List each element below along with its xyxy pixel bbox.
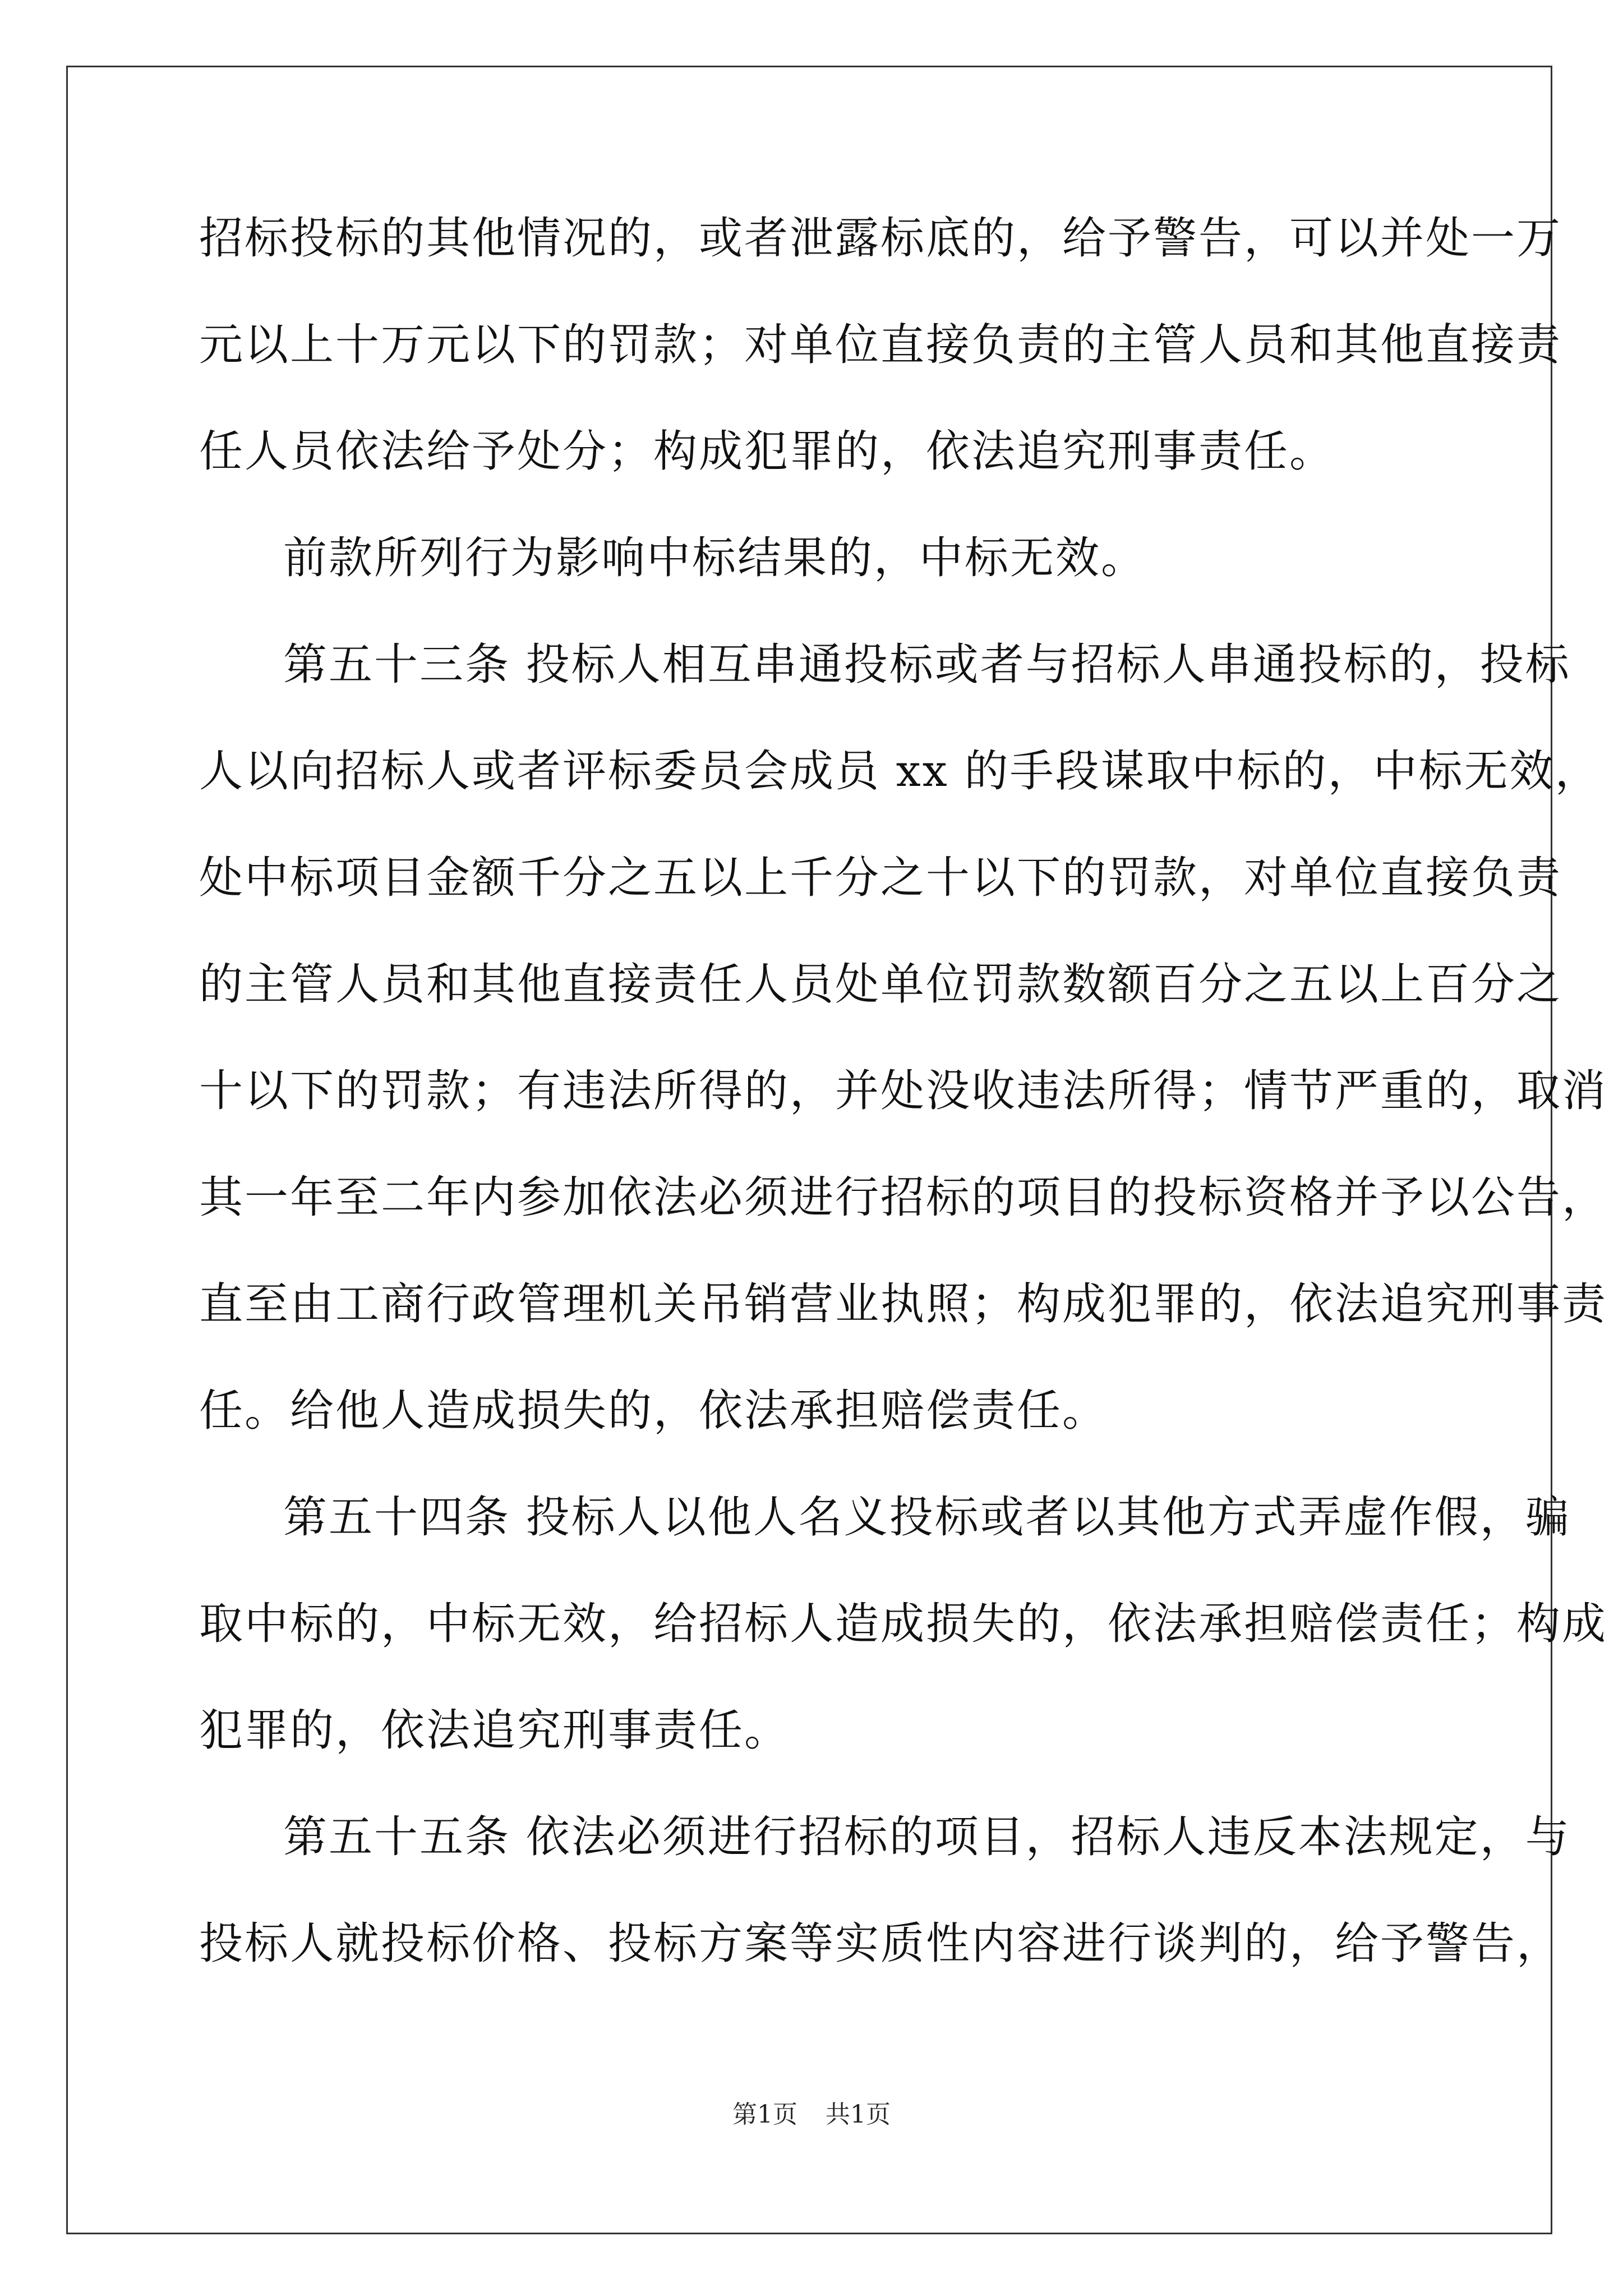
text-line: 取中标的，中标无效，给招标人造成损失的，依法承担赔偿责任；构成 [199, 1599, 1608, 1649]
page-number-current: 第1页 [732, 2100, 797, 2129]
text-line: 元以上十万元以下的罚款；对单位直接负责的主管人员和其他直接责 [199, 320, 1562, 370]
text-line: 第五十四条 投标人以他人名义投标或者以其他方式弄虚作假，骗 [283, 1492, 1571, 1543]
page-number-total: 共1页 [826, 2100, 891, 2129]
text-line: 处中标项目金额千分之五以上千分之十以下的罚款，对单位直接负责 [199, 853, 1562, 903]
text-line: 投标人就投标价格、投标方案等实质性内容进行谈判的，给予警告， [199, 1918, 1562, 1969]
document-body [199, 208, 1608, 2019]
text-line: 的主管人员和其他直接责任人员处单位罚款数额百分之五以上百分之 [199, 959, 1562, 1010]
text-line: 人以向招标人或者评标委员会成员 xx 的手段谋取中标的，中标无效， [199, 746, 1601, 797]
text-line: 十以下的罚款；有违法所得的，并处没收违法所得；情节严重的，取消 [199, 1066, 1608, 1116]
text-line: 第五十五条 依法必须进行招标的项目，招标人违反本法规定，与 [283, 1812, 1571, 1862]
text-line: 第五十三条 投标人相互串通投标或者与招标人串通投标的，投标 [283, 639, 1571, 690]
text-line: 其一年至二年内参加依法必须进行招标的项目的投标资格并予以公告， [199, 1172, 1608, 1223]
page-footer [0, 2098, 1623, 2132]
text-line: 任人员依法给予处分；构成犯罪的，依法追究刑事责任。 [199, 426, 1335, 477]
text-line: 招标投标的其他情况的，或者泄露标底的，给予警告，可以并处一万 [199, 213, 1562, 264]
text-line: 任。给他人造成损失的，依法承担赔偿责任。 [199, 1386, 1108, 1436]
text-line: 犯罪的，依法追究刑事责任。 [199, 1705, 790, 1756]
text-line: 直至由工商行政管理机关吊销营业执照；构成犯罪的，依法追究刑事责 [199, 1279, 1608, 1329]
text-line: 前款所列行为影响中标结果的，中标无效。 [283, 533, 1147, 583]
